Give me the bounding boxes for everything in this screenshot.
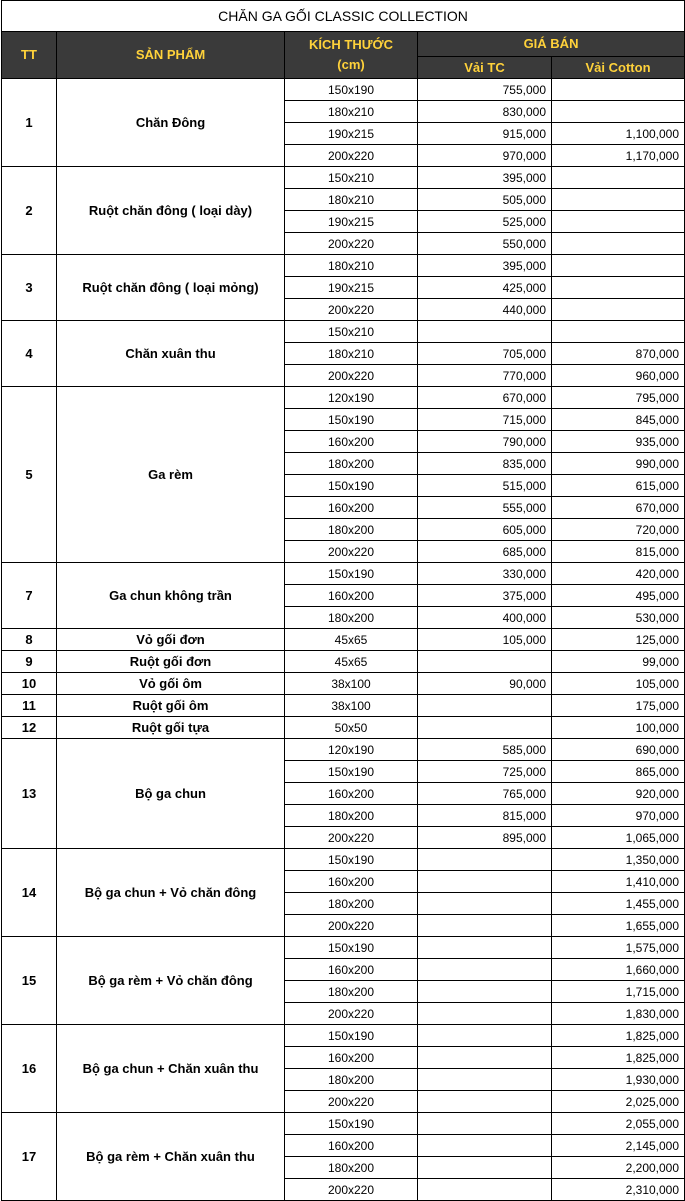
price-cotton-cell [552,233,685,255]
size-cell: 45x65 [285,651,418,673]
size-cell: 200x220 [285,915,418,937]
size-cell: 200x220 [285,1179,418,1201]
price-tc-cell: 375,000 [418,585,552,607]
price-cotton-cell: 2,025,000 [552,1091,685,1113]
size-cell: 38x100 [285,673,418,695]
price-tc-cell [418,915,552,937]
price-tc-cell: 505,000 [418,189,552,211]
price-cotton-cell: 1,170,000 [552,145,685,167]
size-cell: 200x220 [285,233,418,255]
price-cotton-cell: 1,100,000 [552,123,685,145]
product-name: Bộ ga chun [57,739,285,849]
product-name: Vỏ gối ôm [57,673,285,695]
header-size [285,32,418,79]
size-cell: 190x215 [285,123,418,145]
size-cell: 190x215 [285,277,418,299]
size-cell: 180x200 [285,453,418,475]
price-tc-cell [418,1113,552,1135]
price-cotton-cell: 990,000 [552,453,685,475]
price-cotton-cell: 105,000 [552,673,685,695]
table-title: CHĂN GA GỐI CLASSIC COLLECTION [2,1,685,32]
price-cotton-cell: 845,000 [552,409,685,431]
header-tc: Vải TC [418,57,552,79]
size-cell: 160x200 [285,959,418,981]
product-name: Ruột gối ôm [57,695,285,717]
product-name: Bộ ga rèm + Vỏ chăn đông [57,937,285,1025]
price-cotton-cell [552,211,685,233]
price-cotton-cell [552,321,685,343]
price-cotton-cell: 795,000 [552,387,685,409]
price-tc-cell: 555,000 [418,497,552,519]
price-tc-cell: 525,000 [418,211,552,233]
table-row [2,673,685,695]
price-tc-cell [418,1135,552,1157]
price-tc-cell: 425,000 [418,277,552,299]
price-tc-cell [418,321,552,343]
price-tc-cell: 105,000 [418,629,552,651]
product-name: Ga rèm [57,387,285,563]
price-tc-cell [418,1157,552,1179]
table-row [2,1113,685,1135]
header-product: SẢN PHẨM [57,32,285,79]
price-cotton-cell [552,255,685,277]
price-tc-cell [418,1025,552,1047]
price-tc-cell: 330,000 [418,563,552,585]
price-tc-cell: 970,000 [418,145,552,167]
price-tc-cell [418,849,552,871]
price-tc-cell [418,871,552,893]
product-number: 4 [2,321,57,387]
price-cotton-cell: 1,655,000 [552,915,685,937]
table-row [2,79,685,101]
price-cotton-cell: 1,350,000 [552,849,685,871]
size-cell: 180x210 [285,189,418,211]
header-tt: TT [2,32,57,79]
size-cell: 180x210 [285,101,418,123]
size-cell: 200x220 [285,145,418,167]
size-cell: 180x200 [285,1157,418,1179]
price-cotton-cell: 670,000 [552,497,685,519]
size-cell: 160x200 [285,431,418,453]
size-cell: 200x220 [285,1091,418,1113]
price-cotton-cell: 100,000 [552,717,685,739]
price-cotton-cell [552,101,685,123]
table-row [2,321,685,343]
product-name: Bộ ga chun + Vỏ chăn đông [57,849,285,937]
product-number: 2 [2,167,57,255]
price-cotton-cell: 1,575,000 [552,937,685,959]
size-cell: 150x210 [285,321,418,343]
size-cell: 50x50 [285,717,418,739]
size-cell: 38x100 [285,695,418,717]
header-size-line2: (cm) [337,57,365,72]
product-number: 11 [2,695,57,717]
price-cotton-cell: 615,000 [552,475,685,497]
price-tc-cell: 755,000 [418,79,552,101]
table-row [2,255,685,277]
size-cell: 150x190 [285,1025,418,1047]
price-cotton-cell: 1,065,000 [552,827,685,849]
price-tc-cell: 585,000 [418,739,552,761]
size-cell: 180x210 [285,343,418,365]
price-tc-cell [418,1179,552,1201]
price-tc-cell: 715,000 [418,409,552,431]
price-cotton-cell: 175,000 [552,695,685,717]
price-table [1,0,685,1201]
price-cotton-cell: 720,000 [552,519,685,541]
product-number: 16 [2,1025,57,1113]
size-cell: 160x200 [285,871,418,893]
price-cotton-cell: 870,000 [552,343,685,365]
price-tc-cell: 395,000 [418,167,552,189]
price-cotton-cell: 865,000 [552,761,685,783]
table-row [2,629,685,651]
table-row [2,387,685,409]
size-cell: 150x210 [285,167,418,189]
price-tc-cell [418,651,552,673]
price-tc-cell: 605,000 [418,519,552,541]
header-price: GIÁ BÁN [418,32,685,57]
header-cotton: Vải Cotton [552,57,685,79]
price-cotton-cell [552,299,685,321]
product-name: Bộ ga chun + Chăn xuân thu [57,1025,285,1113]
price-tc-cell: 705,000 [418,343,552,365]
size-cell: 150x190 [285,761,418,783]
size-cell: 180x200 [285,805,418,827]
table-row [2,717,685,739]
size-cell: 200x220 [285,299,418,321]
price-cotton-cell: 920,000 [552,783,685,805]
product-number: 17 [2,1113,57,1201]
table-row [2,937,685,959]
price-cotton-cell: 960,000 [552,365,685,387]
price-tc-cell: 895,000 [418,827,552,849]
price-cotton-cell: 420,000 [552,563,685,585]
product-number: 3 [2,255,57,321]
price-cotton-cell: 815,000 [552,541,685,563]
table-row [2,1025,685,1047]
price-tc-cell: 770,000 [418,365,552,387]
price-tc-cell [418,937,552,959]
price-cotton-cell: 125,000 [552,629,685,651]
size-cell: 160x200 [285,497,418,519]
price-tc-cell: 400,000 [418,607,552,629]
price-tc-cell: 395,000 [418,255,552,277]
price-cotton-cell: 1,830,000 [552,1003,685,1025]
price-tc-cell [418,1047,552,1069]
size-cell: 160x200 [285,783,418,805]
price-cotton-cell: 2,055,000 [552,1113,685,1135]
product-number: 5 [2,387,57,563]
size-cell: 150x190 [285,79,418,101]
size-cell: 150x190 [285,409,418,431]
table-row [2,739,685,761]
price-tc-cell: 725,000 [418,761,552,783]
price-tc-cell: 835,000 [418,453,552,475]
product-number: 7 [2,563,57,629]
size-cell: 190x215 [285,211,418,233]
table-row [2,563,685,585]
price-cotton-cell [552,189,685,211]
size-cell: 150x190 [285,1113,418,1135]
price-cotton-cell: 495,000 [552,585,685,607]
size-cell: 200x220 [285,365,418,387]
price-cotton-cell: 1,455,000 [552,893,685,915]
product-name: Chăn xuân thu [57,321,285,387]
price-tc-cell [418,695,552,717]
price-tc-cell [418,959,552,981]
product-number: 9 [2,651,57,673]
size-cell: 160x200 [285,585,418,607]
size-cell: 150x190 [285,937,418,959]
header-size-line1: KÍCH THƯỚC [309,37,393,52]
price-tc-cell: 815,000 [418,805,552,827]
price-tc-cell: 790,000 [418,431,552,453]
price-tc-cell [418,1069,552,1091]
price-cotton-cell: 1,410,000 [552,871,685,893]
size-cell: 200x220 [285,827,418,849]
price-tc-cell [418,717,552,739]
product-name: Ruột chăn đông ( loại dày) [57,167,285,255]
price-cotton-cell: 99,000 [552,651,685,673]
size-cell: 180x200 [285,1069,418,1091]
price-cotton-cell: 1,825,000 [552,1025,685,1047]
size-cell: 120x190 [285,739,418,761]
price-tc-cell [418,1091,552,1113]
product-number: 13 [2,739,57,849]
product-number: 1 [2,79,57,167]
size-cell: 180x200 [285,981,418,1003]
product-name: Ruột gối tựa [57,717,285,739]
size-cell: 180x210 [285,255,418,277]
price-tc-cell [418,981,552,1003]
table-row [2,849,685,871]
price-cotton-cell: 530,000 [552,607,685,629]
size-cell: 200x220 [285,541,418,563]
size-cell: 160x200 [285,1047,418,1069]
product-number: 14 [2,849,57,937]
price-tc-cell: 550,000 [418,233,552,255]
price-cotton-cell: 1,715,000 [552,981,685,1003]
product-name: Ga chun không trần [57,563,285,629]
price-cotton-cell [552,277,685,299]
price-tc-cell: 670,000 [418,387,552,409]
price-cotton-cell: 935,000 [552,431,685,453]
product-name: Vỏ gối đơn [57,629,285,651]
product-number: 10 [2,673,57,695]
product-number: 12 [2,717,57,739]
table-row [2,695,685,717]
price-tc-cell: 440,000 [418,299,552,321]
size-cell: 180x200 [285,519,418,541]
price-cotton-cell [552,79,685,101]
price-cotton-cell: 1,930,000 [552,1069,685,1091]
size-cell: 180x200 [285,893,418,915]
product-name: Ruột gối đơn [57,651,285,673]
size-cell: 180x200 [285,607,418,629]
product-name: Ruột chăn đông ( loại mỏng) [57,255,285,321]
product-number: 8 [2,629,57,651]
price-tc-cell [418,1003,552,1025]
price-cotton-cell: 2,200,000 [552,1157,685,1179]
price-cotton-cell: 1,825,000 [552,1047,685,1069]
size-cell: 150x190 [285,849,418,871]
price-tc-cell: 90,000 [418,673,552,695]
price-cotton-cell: 1,660,000 [552,959,685,981]
price-tc-cell: 685,000 [418,541,552,563]
product-number: 15 [2,937,57,1025]
table-row [2,167,685,189]
price-cotton-cell: 690,000 [552,739,685,761]
size-cell: 45x65 [285,629,418,651]
size-cell: 120x190 [285,387,418,409]
size-cell: 150x190 [285,563,418,585]
price-cotton-cell: 970,000 [552,805,685,827]
table-row [2,651,685,673]
product-name: Bộ ga rèm + Chăn xuân thu [57,1113,285,1201]
size-cell: 160x200 [285,1135,418,1157]
product-name: Chăn Đông [57,79,285,167]
size-cell: 150x190 [285,475,418,497]
price-tc-cell: 765,000 [418,783,552,805]
size-cell: 200x220 [285,1003,418,1025]
price-tc-cell: 830,000 [418,101,552,123]
table-body [2,79,685,1201]
price-cotton-cell [552,167,685,189]
price-tc-cell [418,893,552,915]
price-tc-cell: 515,000 [418,475,552,497]
price-cotton-cell: 2,145,000 [552,1135,685,1157]
price-cotton-cell: 2,310,000 [552,1179,685,1201]
price-tc-cell: 915,000 [418,123,552,145]
